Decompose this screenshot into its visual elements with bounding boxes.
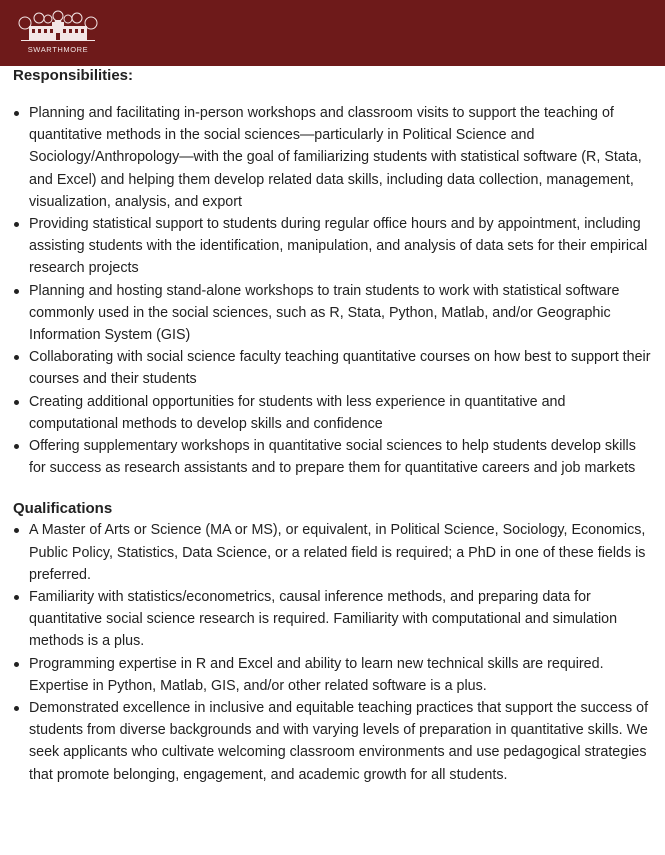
list-item-text: Providing statistical support to students during regular office hours and by appointment, including assisting students with the identification, manipulation, and analysis of data sets for their empirical research projects (29, 216, 648, 277)
qualifications-list (13, 519, 653, 785)
list-item (13, 653, 653, 697)
logo-text: SWARTHMORE (27, 45, 89, 54)
list-item (13, 346, 653, 390)
list-item-text: Collaborating with social science faculty teaching quantitative courses on how best to support their courses and their students (29, 349, 651, 388)
bullet-icon (14, 400, 19, 405)
list-item-text: Familiarity with statistics/econometrics, causal inference methods, and preparing data for quantitative social science research is required. Familiarity with computational and simulation methods is a plus. (29, 589, 618, 650)
responsibilities-heading: Responsibilities: (13, 67, 134, 84)
bullet-icon (14, 355, 19, 360)
bullet-icon (14, 289, 19, 294)
list-item-text: Planning and facilitating in-person workshops and classroom visits to support the teaching of quantitative methods in the social sciences—particularly in Political Science and Sociology/Anthropology—with the goal of familiarizing students with statistical software (R, Stata, and Excel) and helping them develop related data skills, including data collection, management, visualization, analysis, and export (29, 105, 642, 210)
list-item (13, 280, 653, 347)
list-item (13, 435, 653, 479)
list-item-text: Demonstrated excellence in inclusive and equitable teaching practices that support the success of students from diverse backgrounds and with varying levels of preparation in quantitative skills. We seek applicants who cultivate welcoming classroom environments and use pedagogical strategies that promote belonging, engagement, and academic growth for all students. (29, 700, 649, 783)
list-item-text: Programming expertise in R and Excel and ability to learn new technical skills are required. Expertise in Python, Matlab, GIS, and/or other related software is a plus. (29, 655, 604, 694)
list-item-text: Planning and hosting stand-alone workshops to train students to work with statistical software commonly used in the social sciences, such as R, Stata, Python, Matlab, and/or Geographic Information System (GIS) (29, 282, 620, 344)
list-item (13, 213, 653, 280)
bullet-icon (14, 444, 19, 449)
list-item (13, 102, 653, 213)
bullet-icon (14, 662, 19, 667)
bullet-icon (14, 111, 19, 116)
qualifications-heading: Qualifications (13, 500, 113, 518)
list-item (13, 519, 653, 586)
bullet-icon (14, 222, 19, 227)
list-item (13, 697, 653, 786)
bullet-icon (14, 706, 19, 711)
job-description (13, 66, 653, 786)
list-item-text: A Master of Arts or Science (MA or MS), or equivalent, in Political Science, Sociology, Economics, Public Policy, Statistics, Data Science, or a related field is required; a PhD in one of these fields is preferred. (29, 522, 646, 583)
list-item-text: Creating additional opportunities for students with less experience in quantitative and computational methods to develop skills and confidence (29, 393, 566, 432)
swarthmore-logo[interactable] (17, 10, 99, 56)
swarthmore-building-logo-icon (17, 10, 99, 44)
bullet-icon (14, 528, 19, 533)
bullet-icon (14, 595, 19, 600)
list-item-text: Offering supplementary workshops in quantitative social sciences to help students develop skills for success as research assistants and to prepare them for quantitative careers and job markets (29, 438, 636, 477)
list-item (13, 391, 653, 435)
site-header (0, 0, 665, 66)
responsibilities-list (13, 102, 653, 479)
list-item (13, 586, 653, 653)
